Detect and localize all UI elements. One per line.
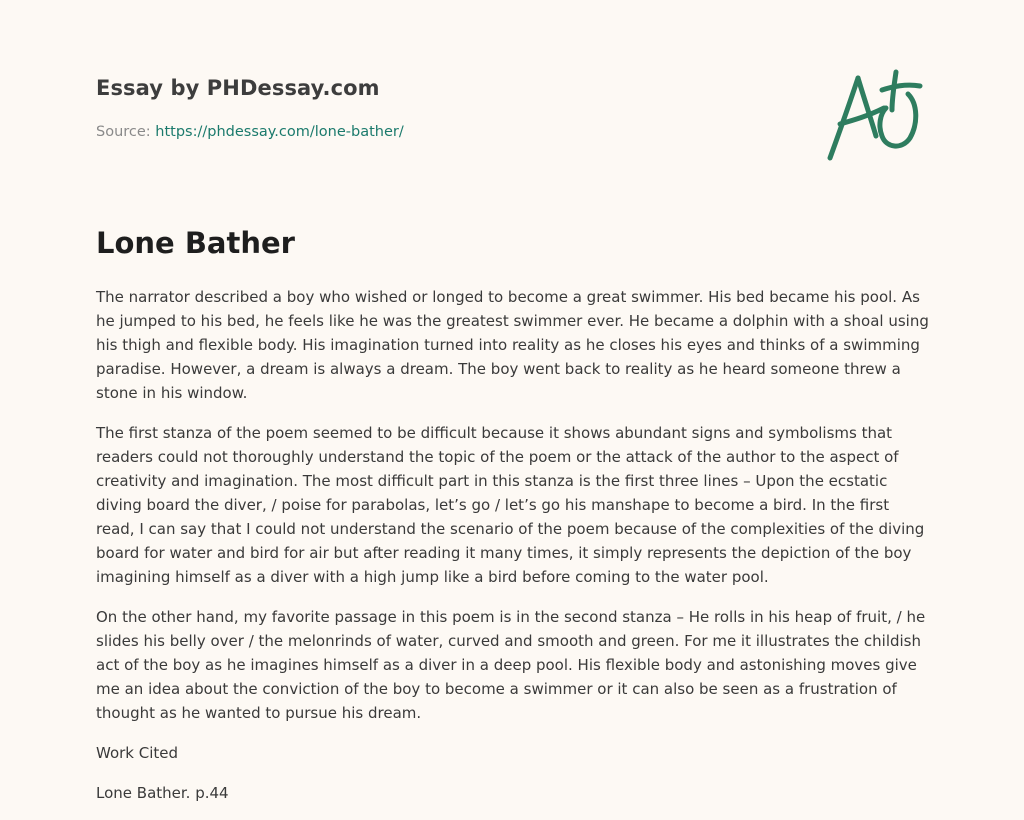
source-link[interactable]: https://phdessay.com/lone-bather/	[155, 124, 404, 140]
a-plus-grade-icon	[820, 64, 930, 168]
essay-body	[96, 285, 932, 820]
source-label: Source:	[96, 124, 151, 140]
source-line	[96, 124, 404, 140]
essay-title: Lone Bather	[96, 226, 295, 260]
works-cited-entry: Lone Bather. p.44	[96, 784, 229, 802]
works-cited-heading: Work Cited	[96, 744, 179, 762]
essay-paragraph-2: The first stanza of the poem seemed to be difficult because it shows abundant signs and symbolisms that readers could not thoroughly understand the topic of the poem or the attack of the author to the aspect of creativity and imagination. The most difficult part in this stanza is the first three lines – Upon the ecstatic diving board the diver, / poise for parabolas, let’s go / let’s go his manshape to become a bird. In the first read, I can say that I could not understand the scenario of the poem because of the complexities of the diving board for water and bird for air but after reading it many times, it simply represents the depiction of the boy imagining himself as a diver with a high jump like a bird before coming to the water pool.	[96, 424, 925, 586]
essay-paragraph-1: The narrator described a boy who wished or longed to become a great swimmer. His bed became his pool. As he jumped to his bed, he feels like he was the greatest swimmer ever. He became a dolphin with a shoal using his thigh and flexible body. His imagination turned into reality as he closes his eyes and thinks of a swimming paradise. However, a dream is always a dream. The boy went back to reality as he heard someone threw a stone in his window.	[96, 288, 929, 402]
site-title: Essay by PHDessay.com	[96, 76, 380, 100]
essay-paragraph-3: On the other hand, my favorite passage in this poem is in the second stanza – He rolls in his heap of fruit, / he slides his belly over / the melonrinds of water, curved and smooth and green. For me it illustrates the childish act of the boy as he imagines himself as a diver in a deep pool. His flexible body and astonishing moves give me an idea about the conviction of the boy to become a swimmer or it can also be seen as a frustration of thought as he wanted to pursue his dream.	[96, 608, 926, 722]
